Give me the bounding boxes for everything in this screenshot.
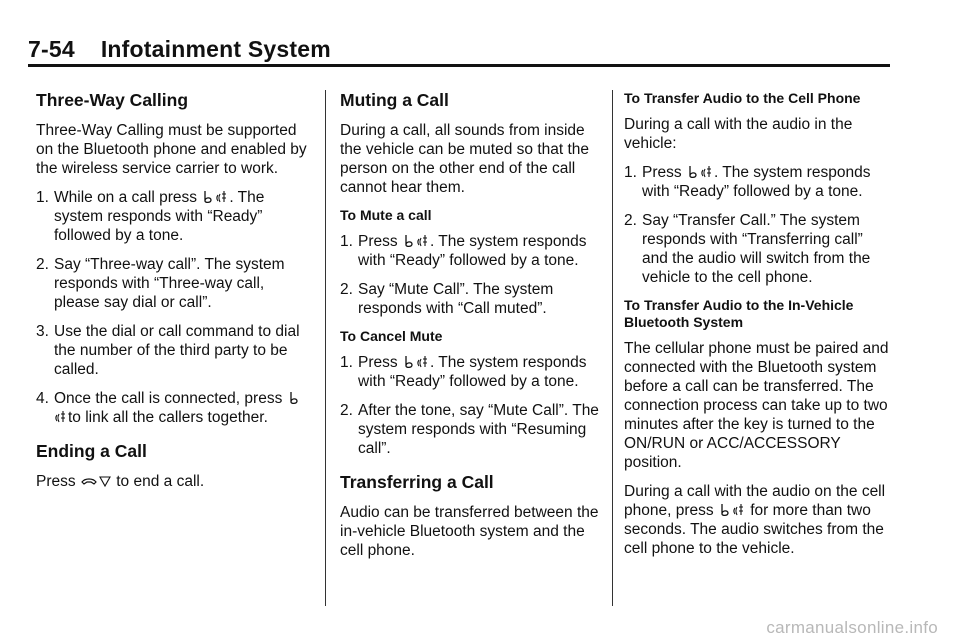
column-divider-1 [325, 90, 326, 606]
push-to-talk-icon [202, 189, 214, 205]
list-item: 1. Press . The system responds with “Ready” followed by a tone. [340, 233, 587, 269]
paragraph-three-way: Three-Way Calling must be supported on the Bluetooth phone and enabled by the wireless service carrier to work. [36, 122, 307, 177]
subheading-transfer-to-vehicle: To Transfer Audio to the In-Vehicle Bluetooth System [624, 297, 854, 330]
header-rule [28, 64, 890, 67]
list-item: 2. Say “Three-way call”. The system responds with “Three-way call, please say dial or call”. [36, 256, 285, 311]
section-title: Infotainment System [100, 36, 331, 62]
column-3 [624, 90, 892, 568]
transfer-to-phone-steps [624, 163, 892, 287]
header-title [28, 36, 890, 63]
column-2 [340, 90, 602, 570]
down-triangle-icon [99, 473, 111, 489]
subheading-cancel-mute: To Cancel Mute [340, 328, 443, 344]
paragraph-transfer: Audio can be transferred between the in-vehicle Bluetooth system and the cell phone. [340, 504, 599, 559]
voice-icon [733, 502, 745, 518]
heading-ending-a-call: Ending a Call [36, 441, 147, 461]
paragraph-audio-in-vehicle: During a call with the audio in the vehicle: [624, 116, 853, 152]
end-call-icon [81, 473, 97, 489]
list-item: 3. Use the dial or call command to dial the number of the third party to be called. [36, 323, 300, 378]
subheading-to-mute: To Mute a call [340, 207, 432, 223]
list-item: 1. Press . The system responds with “Ready” followed by a tone. [624, 164, 871, 200]
heading-muting-a-call: Muting a Call [340, 90, 449, 110]
voice-icon [417, 233, 429, 249]
column-divider-2 [612, 90, 613, 606]
push-to-talk-icon [403, 354, 415, 370]
list-item: 2. After the tone, say “Mute Call”. The system responds with “Resuming call”. [340, 402, 599, 457]
voice-icon [55, 409, 67, 425]
push-to-talk-icon [288, 390, 300, 406]
subheading-transfer-to-phone: To Transfer Audio to the Cell Phone [624, 90, 861, 106]
page-number: 7-54 [28, 36, 75, 62]
voice-icon [701, 164, 713, 180]
heading-transferring-a-call: Transferring a Call [340, 472, 494, 492]
list-item: 2. Say “Mute Call”. The system responds with “Call muted”. [340, 281, 554, 317]
paragraph-ending: Press to end a call. [36, 473, 205, 490]
paragraph-muting: During a call, all sounds from inside the vehicle can be muted so that the person on the other end of the call cannot hear them. [340, 122, 590, 196]
list-item: 4. Once the call is connected, press to link all the callers together. [36, 389, 311, 427]
push-to-talk-icon [403, 233, 415, 249]
list-item: 1. While on a call press . The system responds with “Ready” followed by a tone. [36, 189, 265, 244]
heading-three-way-calling: Three-Way Calling [36, 90, 189, 110]
paragraph-audio-on-phone: During a call with the audio on the cell phone, press for more than two seconds. The audio switches from the cell phone to the vehicle. [624, 483, 886, 557]
watermark: carmanualsonline.info [766, 618, 938, 637]
list-item: 2. Say “Transfer Call.” The system responds with “Transferring call” and the audio will switch from the vehicle to the cell phone. [624, 212, 871, 286]
page-header [28, 36, 890, 63]
column-1 [36, 90, 311, 501]
mute-steps [340, 232, 602, 318]
voice-icon [216, 189, 228, 205]
list-item: 1. Press . The system responds with “Ready” followed by a tone. [340, 354, 587, 390]
voice-icon [417, 354, 429, 370]
paragraph-paired: The cellular phone must be paired and connected with the Bluetooth system before a call can be transferred. The connection process can take up to two minutes after the key is turned to the ON/RUN or ACC/ACCESSORY position. [624, 340, 889, 471]
cancel-mute-steps [340, 353, 602, 458]
three-way-steps [36, 188, 311, 427]
push-to-talk-icon [719, 502, 731, 518]
push-to-talk-icon [687, 164, 699, 180]
